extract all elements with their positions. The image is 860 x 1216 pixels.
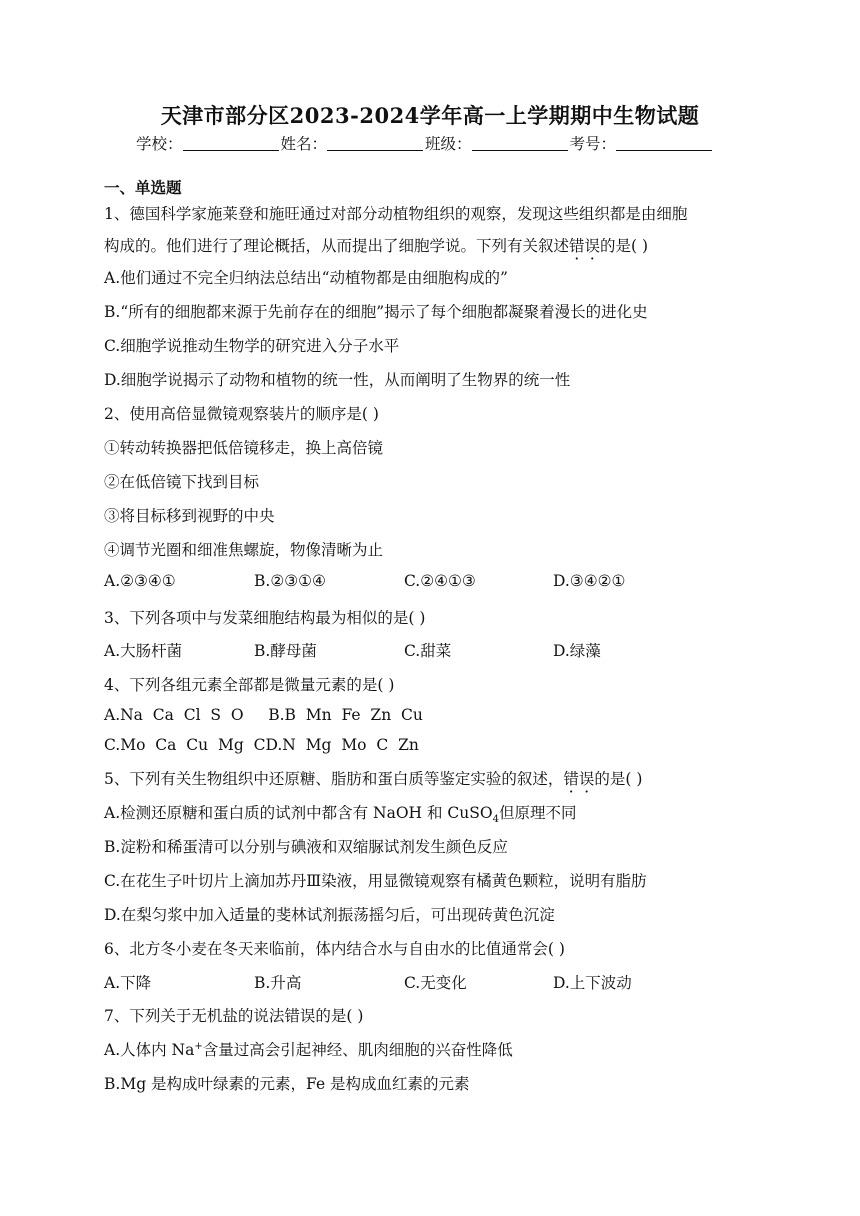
class-blank <box>472 136 568 151</box>
q2-option-a: A.②③④① <box>104 572 176 590</box>
q1-stem-end: 的是( ) <box>600 237 649 255</box>
q5-emphasis-char: 误 <box>578 770 595 788</box>
section-heading: 一、单选题 <box>104 178 182 197</box>
q5-option-a-text-end: 但原理不同 <box>498 804 577 822</box>
q5-stem-end: 的是( ) <box>594 770 643 788</box>
school-label: 学校： <box>136 135 183 153</box>
q6-option-b: B.升高 <box>254 974 302 992</box>
q4-options-line2: C.Mo Ca Cu Mg CD.N Mg Mo C Zn <box>104 736 419 754</box>
q1-emphasis-char: 错 <box>569 237 585 255</box>
q1-option-c: C.细胞学说推动生物学的研究进入分子水平 <box>104 337 400 355</box>
exam-number-label: 考号： <box>569 135 617 153</box>
exam-number-blank <box>616 136 712 151</box>
name-blank <box>327 136 423 151</box>
q4-options-line1: A.Na Ca Cl S O B.B Mn Fe Zn Cu <box>104 706 423 724</box>
q2-stem: 2、使用高倍显微镜观察装片的顺序是( ) <box>104 405 379 423</box>
q3-option-a: A.大肠杆菌 <box>104 642 183 660</box>
q5-option-c: C.在花生子叶切片上滴加苏丹Ⅲ染液，用显微镜观察有橘黄色颗粒，说明有脂肪 <box>104 872 647 890</box>
q3-option-b: B.酵母菌 <box>254 642 317 660</box>
q1-option-b: B.“所有的细胞都来源于先前存在的细胞”揭示了每个细胞都凝聚着漫长的进化史 <box>104 303 648 321</box>
q4-stem: 4、下列各组元素全部都是微量元素的是( ) <box>104 676 395 694</box>
school-blank <box>183 136 279 151</box>
q7-stem: 7、下列关于无机盐的说法错误的是( ) <box>104 1007 364 1025</box>
q5-option-a <box>104 801 577 825</box>
student-info-line <box>136 132 714 154</box>
q2-step-2: ②在低倍镜下找到目标 <box>104 473 260 491</box>
q3-stem: 3、下列各项中与发菜细胞结构最为相似的是( ) <box>104 609 426 627</box>
q1-stem-line2 <box>104 234 648 256</box>
class-label: 班级： <box>425 135 472 153</box>
q6-stem: 6、北方冬小麦在冬天来临前，体内结合水与自由水的比值通常会( ) <box>104 940 565 958</box>
q5-option-d: D.在梨匀浆中加入适量的斐林试剂振荡摇匀后，可出现砖黄色沉淀 <box>104 906 555 924</box>
q5-stem <box>104 767 642 789</box>
q1-emphasis-char: 误 <box>584 237 601 255</box>
q7-option-a-text: A.人体内 Na <box>104 1041 195 1059</box>
q5-option-a-text: A.检测还原糖和蛋白质的试剂中都含有 NaOH 和 CuSO <box>104 804 493 822</box>
q6-option-a: A.下降 <box>104 974 152 992</box>
q2-step-4: ④调节光圈和细准焦螺旋，物像清晰为止 <box>104 541 384 559</box>
q1-option-a: A.他们通过不完全归纳法总结出“动植物都是由细胞构成的” <box>104 269 508 287</box>
exam-title: 天津市部分区2023-2024学年高一上学期期中生物试题 <box>160 103 700 128</box>
name-label: 姓名： <box>280 135 328 153</box>
q5-stem-text: 5、下列有关生物组织中还原糖、脂肪和蛋白质等鉴定实验的叙述， <box>104 770 564 788</box>
q5-option-a-subscript: 4 <box>492 814 499 826</box>
q1-option-d: D.细胞学说揭示了动物和植物的统一性，从而阐明了生物界的统一性 <box>104 371 571 389</box>
q3-option-c: C.甜菜 <box>404 642 452 660</box>
q6-option-d: D.上下波动 <box>553 974 632 992</box>
q7-option-b: B.Mg 是构成叶绿素的元素，Fe 是构成血红素的元素 <box>104 1075 470 1093</box>
q2-option-b: B.②③①④ <box>254 572 326 590</box>
q2-step-1: ①转动转换器把低倍镜移走，换上高倍镜 <box>104 439 384 457</box>
q2-option-c: C.②④①③ <box>404 572 476 590</box>
q2-option-d: D.③④②① <box>553 572 626 590</box>
q1-stem-line1: 1、德国科学家施莱登和施旺通过对部分动植物组织的观察，发现这些组织都是由细胞 <box>104 205 688 223</box>
q6-option-c: C.无变化 <box>404 974 467 992</box>
q7-option-a-superscript: + <box>194 1040 203 1052</box>
q7-option-a-text-end: 含量过高会引起神经、肌肉细胞的兴奋性降低 <box>202 1041 513 1059</box>
q2-step-3: ③将目标移到视野的中央 <box>104 507 275 525</box>
q7-option-a <box>104 1038 513 1060</box>
q1-stem-text: 构成的。他们进行了理论概括，从而提出了细胞学说。下列有关叙述 <box>104 237 570 255</box>
q5-option-b: B.淀粉和稀蛋清可以分别与碘液和双缩脲试剂发生颜色反应 <box>104 838 508 856</box>
q3-option-d: D.绿藻 <box>553 642 601 660</box>
q5-emphasis-char: 错 <box>563 770 579 788</box>
